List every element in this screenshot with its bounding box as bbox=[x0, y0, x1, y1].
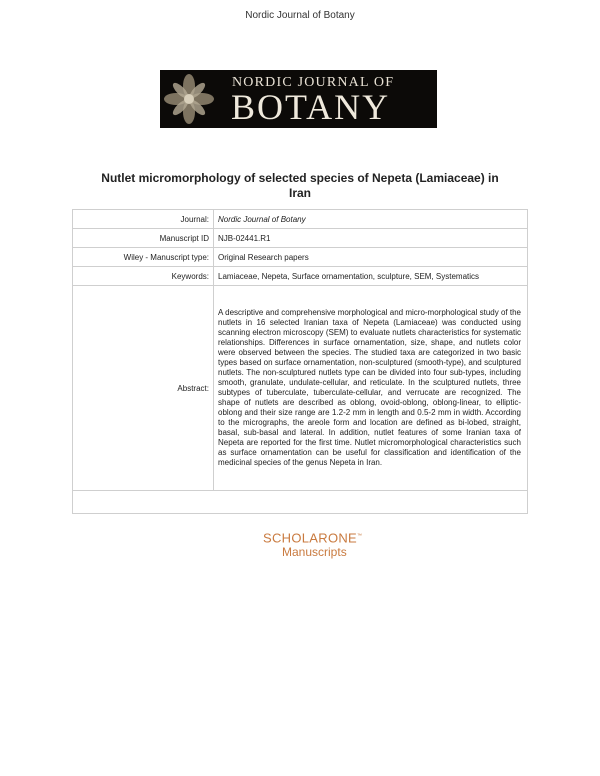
journal-label: Journal: bbox=[73, 210, 214, 229]
manuscript-id-label: Manuscript ID bbox=[73, 229, 214, 248]
manuscript-id-row bbox=[73, 229, 528, 248]
manuscript-id-value: NJB-02441.R1 bbox=[214, 229, 528, 248]
trademark-mark: ™ bbox=[357, 533, 363, 539]
keywords-row bbox=[73, 267, 528, 286]
manuscript-metadata-table bbox=[72, 209, 528, 514]
manuscripts-wordmark: Manuscripts bbox=[282, 545, 347, 560]
keywords-label: Keywords: bbox=[73, 267, 214, 286]
abstract-text: A descriptive and comprehensive morphological and micro-morphological study of the nutlets in 16 selected Iranian taxa of Nepeta (Lamiaceae) was conducted using scanning electron microscopy (SEM) to evaluate nutlets characteristics for systematic relationships. Differences in surface ornamentation, size, shape, and nutlets color were observed between the species. The studied taxa are categorized in two basic types based on surface ornamentation, non-sculptured (smooth-type), and sculptured nutlets. The non-sculptured nutlets type can be divided into four sub-types, including smooth, granulate, undulate-cellular, and reticulate. In the sculptured nutlets, three subtypes of tuberculate, tuberculate-cellular, and verrucate are recognized. The shape of nutlets are described as oblong, ovoid-oblong, oblong-linear, to elliptic-oblong and their size range are 1.2-2 mm in length and 0.5-2 mm in width. According to the micrographs, the areole form and location are defined as bi-lobed, straight, basal, sub-basal and lateral. In addition, nutlet features of some Iranian taxa of Nepeta are reported for the first time. Nutlet micromorphological characteristics such as surface ornamentation can be useful for classification and identification of the medicinal species of the genus Nepeta in Iran. bbox=[214, 286, 528, 491]
journal-value: Nordic Journal of Botany bbox=[214, 210, 528, 229]
paper-title: Nutlet micromorphology of selected species of Nepeta (Lamiaceae) in Iran bbox=[101, 171, 499, 200]
banner-journal-line: NORDIC JOURNAL OF bbox=[232, 75, 395, 90]
scholarone-manuscripts-logo bbox=[263, 529, 383, 560]
abstract-row bbox=[73, 286, 528, 491]
scholarone-wordmark: SCHOLARONE bbox=[263, 530, 358, 546]
journal-row bbox=[73, 210, 528, 229]
banner-botany-line: BOTANY bbox=[231, 87, 391, 127]
manuscript-type-row bbox=[73, 248, 528, 267]
keywords-value: Lamiaceae, Nepeta, Surface ornamentation, sculpture, SEM, Systematics bbox=[214, 267, 528, 286]
running-head: Nordic Journal of Botany bbox=[245, 10, 355, 21]
manuscript-type-value: Original Research papers bbox=[214, 248, 528, 267]
abstract-label: Abstract: bbox=[73, 286, 214, 491]
manuscript-type-label: Wiley - Manuscript type: bbox=[73, 248, 214, 267]
flower-icon bbox=[160, 70, 218, 128]
blank-row bbox=[73, 491, 528, 514]
journal-banner-logo bbox=[160, 70, 437, 128]
